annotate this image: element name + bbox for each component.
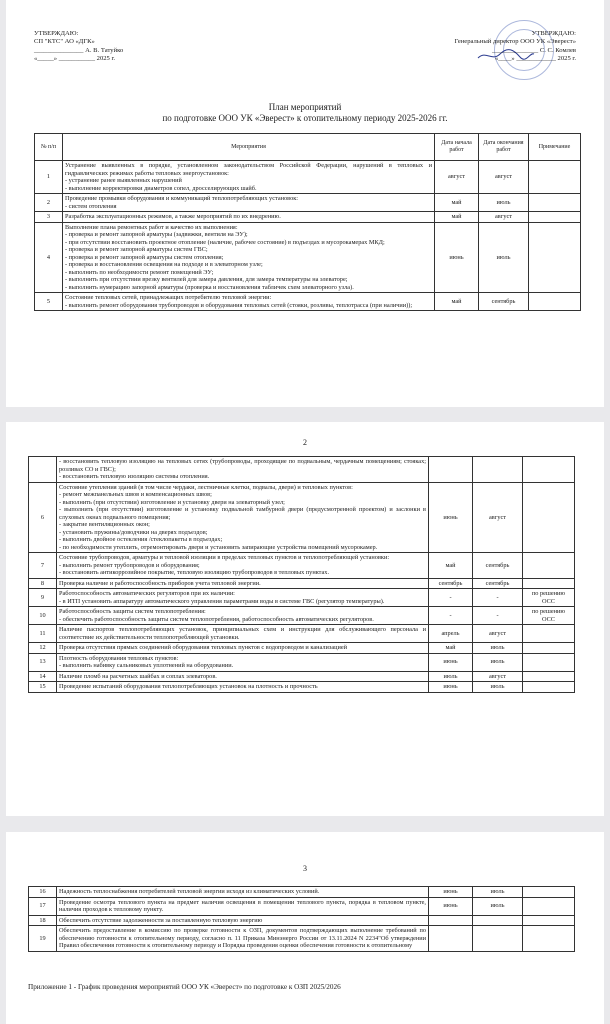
table-row xyxy=(29,553,575,579)
row-start: июнь xyxy=(429,653,473,671)
row-measure: Состояние утепления зданий (в том числе чердаки, лестничные клетки, подвалы, двери) и тепловых пунктов: - ремонт межпанельных швов и компенсационных швов; - выполнить (при отсутствии) изготовление и установку двери на элеваторный узел; - выполнить (при отсутствии) изготовление и установку подвальной тамбурной двери (предусмотренной проектом) и заслонки в слуховых окнах подвального помещения; - закрытие вентиляционных окон; - установить пружины/доводчики на дверях подъездов; - выполнить двойное остекления /стеклопакеты в подъездах; - по необходимости утеплить, отремонтировать двери и установить запирающие устройства помещений мусорокамер. xyxy=(57,482,429,553)
table-row xyxy=(29,897,575,915)
row-end: июль xyxy=(473,682,523,693)
row-num: 17 xyxy=(29,897,57,915)
header-note: Примечание xyxy=(529,134,581,161)
row-start: май xyxy=(429,553,473,579)
title-line-1: План мероприятий xyxy=(268,102,342,112)
row-start: май xyxy=(435,293,479,311)
row-end: сентябрь xyxy=(473,578,523,589)
row-num: 8 xyxy=(29,578,57,589)
row-end: июль xyxy=(473,653,523,671)
table-header-row xyxy=(35,134,581,161)
row-end: - xyxy=(473,607,523,625)
row-measure: Надежность теплоснабжения потребителей тепловой энергии исходя из климатических условий. xyxy=(57,887,429,898)
row-note xyxy=(523,897,575,915)
row-measure: Работоспособность защиты систем теплопотребления: - обеспечить работоспособность защиты систем теплопотребления, работоспособность автоматических регуляторов. xyxy=(57,607,429,625)
row-num: 11 xyxy=(29,625,57,643)
approval-date: «____» ____________ 2025 г. xyxy=(494,55,576,63)
approval-signature: _______________ А. В. Татуйко xyxy=(34,46,124,54)
row-num xyxy=(29,457,57,483)
approval-title: УТВЕРЖДАЮ: xyxy=(531,30,576,37)
row-end: июль xyxy=(479,194,529,212)
row-end: сентябрь xyxy=(479,293,529,311)
table-row xyxy=(29,578,575,589)
table-row xyxy=(29,915,575,926)
measures-table-continued xyxy=(28,456,575,693)
row-measure: Проведение осмотра теплового пункта на предмет наличия освещения в помещении теплового пункта, порядка в тепловом пункте, наличия проходов к тепловому пункту. xyxy=(57,897,429,915)
row-measure: Плотность оборудования тепловых пунктов: - выполнить набивку сальниковых уплотнений на оборудовании. xyxy=(57,653,429,671)
row-note xyxy=(523,643,575,654)
row-note xyxy=(523,915,575,926)
row-start: июнь xyxy=(429,682,473,693)
table-row xyxy=(29,457,575,483)
header-measures: Мероприятия xyxy=(63,134,435,161)
row-measure: Обеспечить отсутствие задолженности за поставленную тепловую энергию xyxy=(57,915,429,926)
row-end: сентябрь xyxy=(473,553,523,579)
row-num: 18 xyxy=(29,915,57,926)
title-line-2: по подготовке ООО УК «Эверест» к отопительному периоду 2025-2026 гг. xyxy=(162,113,448,123)
row-end: август xyxy=(479,212,529,223)
row-note: по решению ОСС xyxy=(523,607,575,625)
header-start: Дата начала работ xyxy=(435,134,479,161)
row-start: - xyxy=(429,589,473,607)
page-number: 2 xyxy=(303,438,307,447)
table-row xyxy=(35,161,581,194)
approval-block-right xyxy=(455,30,576,64)
row-num: 5 xyxy=(35,293,63,311)
row-end: август xyxy=(473,482,523,553)
row-start: май xyxy=(435,194,479,212)
measures-table xyxy=(34,133,581,311)
appendix-footer: Приложение 1 - График проведения мероприятий ООО УК «Эверест» по подготовке к ОЗП 2025/2026 xyxy=(28,983,341,991)
row-measure: Устранение выявленных в порядке, установленном законодательством Российской Федерации, нарушений в тепловых и гидравлических режимах работы тепловых энергоустановок: - устранение ранее выявленных нарушений - выполнение корректировки диаметров сопел, дросселирующих шайб. xyxy=(63,161,435,194)
row-note xyxy=(523,671,575,682)
table-row xyxy=(35,194,581,212)
row-measure: Работоспособность автоматических регуляторов при их наличии: - в ИТП установить аппаратуру автоматического управления параметрами воды в системе ГВС (регулятор температуры). xyxy=(57,589,429,607)
header-num: № п/п xyxy=(35,134,63,161)
table-row xyxy=(29,671,575,682)
row-end: август xyxy=(473,671,523,682)
approval-date: «_____» ___________ 2025 г. xyxy=(34,55,116,63)
table-row xyxy=(29,653,575,671)
row-measure: Разработка эксплуатационных режимов, а также мероприятий по их внедрению. xyxy=(63,212,435,223)
row-num: 1 xyxy=(35,161,63,194)
row-end: июль xyxy=(473,643,523,654)
table-row xyxy=(29,926,575,952)
row-start xyxy=(429,915,473,926)
page-number: 3 xyxy=(303,864,307,873)
approval-signature: ______________ С. С. Комлев xyxy=(492,46,576,54)
row-measure: Состояние трубопроводов, арматуры и тепловой изоляции в пределах тепловых пунктов и теплопотребляющей установки: - выполнить ремонт трубопроводов и оборудования; - восстановить антикоррозийное покрытие, тепловую изоляцию трубопроводов в тепловых пунктах. xyxy=(57,553,429,579)
row-start: август xyxy=(435,161,479,194)
row-measure: Выполнение плана ремонтных работ и качество их выполнения: - проверка и ремонт запорной арматуры (задвижки, вентиля на ЭУ); - при отсутствии восстановить проектное отопление (наличие, рабочее состояние) в подъездах и мусорокамерах МКД; - проверка и ремонт запорной арматуры систем ГВС; - проверка и ремонт запорной арматуры систем отопления; - проверка и восстановления освещения на подходе и в элеваторном узле; - выполнить по необходимости ремонт помещений ЭУ; - выполнить при отсутствии врезку вентилей для замера давления, для замера температуры на элеваторе; - выполнить нумерацию запорной арматуры (проверка и восстановления табличек схем элеваторного узла). xyxy=(63,222,435,293)
row-start: сентябрь xyxy=(429,578,473,589)
row-measure: Проверка отсутствия прямых соединений оборудования тепловых пунктов с водопроводом и канализацией xyxy=(57,643,429,654)
table-row xyxy=(29,589,575,607)
table-row xyxy=(29,607,575,625)
row-note xyxy=(523,625,575,643)
row-start xyxy=(429,926,473,952)
row-num: 6 xyxy=(29,482,57,553)
row-measure: Проведение испытаний оборудования теплопотребляющих установок на плотность и прочность xyxy=(57,682,429,693)
row-measure: Проверка наличие и работоспособность приборов учета тепловой энергии. xyxy=(57,578,429,589)
row-num: 4 xyxy=(35,222,63,293)
row-num: 16 xyxy=(29,887,57,898)
row-note xyxy=(523,887,575,898)
row-num: 14 xyxy=(29,671,57,682)
row-note xyxy=(523,457,575,483)
row-end xyxy=(473,457,523,483)
table-row xyxy=(29,482,575,553)
row-start: июнь xyxy=(435,222,479,293)
row-num: 19 xyxy=(29,926,57,952)
measures-table-continued-2 xyxy=(28,886,575,952)
row-measure: - восстановить тепловую изоляцию на тепловых сетях (трубопроводы, проходящие по подвальным, чердачным помещениям; стояках; розливах СО и ГВС); - восстановить тепловую изоляцию системы отопления. xyxy=(57,457,429,483)
row-note xyxy=(529,161,581,194)
row-start: май xyxy=(435,212,479,223)
row-start: июнь xyxy=(429,482,473,553)
row-end: август xyxy=(473,625,523,643)
table-row xyxy=(35,212,581,223)
row-start: апрель xyxy=(429,625,473,643)
row-end: август xyxy=(479,161,529,194)
row-note xyxy=(523,926,575,952)
row-num: 10 xyxy=(29,607,57,625)
row-note xyxy=(523,553,575,579)
row-num: 13 xyxy=(29,653,57,671)
row-num: 12 xyxy=(29,643,57,654)
approval-org: СП "КТС" АО «ДГК» xyxy=(34,38,95,46)
row-end: - xyxy=(473,589,523,607)
table-row xyxy=(29,887,575,898)
row-end: июль xyxy=(473,887,523,898)
row-start xyxy=(429,457,473,483)
row-end xyxy=(473,915,523,926)
row-num: 2 xyxy=(35,194,63,212)
row-note xyxy=(529,293,581,311)
row-end: июль xyxy=(479,222,529,293)
approval-position: Генеральный директор ООО УК «Эверест» xyxy=(454,38,576,46)
row-num: 9 xyxy=(29,589,57,607)
row-measure: Проведение промывки оборудования и коммуникаций теплопотребляющих установок: - систем отопления xyxy=(63,194,435,212)
row-note xyxy=(523,682,575,693)
row-end xyxy=(473,926,523,952)
row-note xyxy=(523,578,575,589)
row-measure: Наличие пломб на расчетных шайбах и соплах элеваторов. xyxy=(57,671,429,682)
approval-block-left xyxy=(34,30,123,64)
row-num: 15 xyxy=(29,682,57,693)
row-note xyxy=(523,482,575,553)
row-start: май xyxy=(429,643,473,654)
row-num: 7 xyxy=(29,553,57,579)
document-page-1 xyxy=(6,0,604,407)
row-note: по решению ОСС xyxy=(523,589,575,607)
row-measure: Обеспечить предоставление в комиссию по проверке готовности к ОЗП, документов подтверждающих выполнение требований по обеспечению готовности к отопительному периоду, согласно п. 11 Приказа Минэнерго России от 13.11.2024 N 2234"Об утверждении Правил обеспечения готовности к отопительному периоду и Порядка проведения оценки обеспечения готовности к отопительному xyxy=(57,926,429,952)
table-row xyxy=(29,682,575,693)
row-note xyxy=(529,194,581,212)
row-note xyxy=(529,212,581,223)
row-start: - xyxy=(429,607,473,625)
row-note xyxy=(523,653,575,671)
table-row xyxy=(35,222,581,293)
document-title xyxy=(6,102,604,124)
row-start: июль xyxy=(429,671,473,682)
row-start: июнь xyxy=(429,897,473,915)
row-measure: Наличие паспортов теплопотребляющих установок, принципиальных схем и инструкции для обслуживающего персонала и соответствие их действительности теплопотребляющей установки. xyxy=(57,625,429,643)
row-end: июль xyxy=(473,897,523,915)
approval-title: УТВЕРЖДАЮ: xyxy=(34,30,79,37)
row-note xyxy=(529,222,581,293)
row-start: июнь xyxy=(429,887,473,898)
row-measure: Состояние тепловых сетей, принадлежащих потребителю тепловой энергии: - выполнить ремонт оборудования трубопроводов и оборудования тепловых сетей (стояки, розливы, теплотрасса (при наличии)); xyxy=(63,293,435,311)
table-row xyxy=(35,293,581,311)
table-row xyxy=(29,643,575,654)
row-num: 3 xyxy=(35,212,63,223)
header-end: Дата окончания работ xyxy=(479,134,529,161)
table-row xyxy=(29,625,575,643)
